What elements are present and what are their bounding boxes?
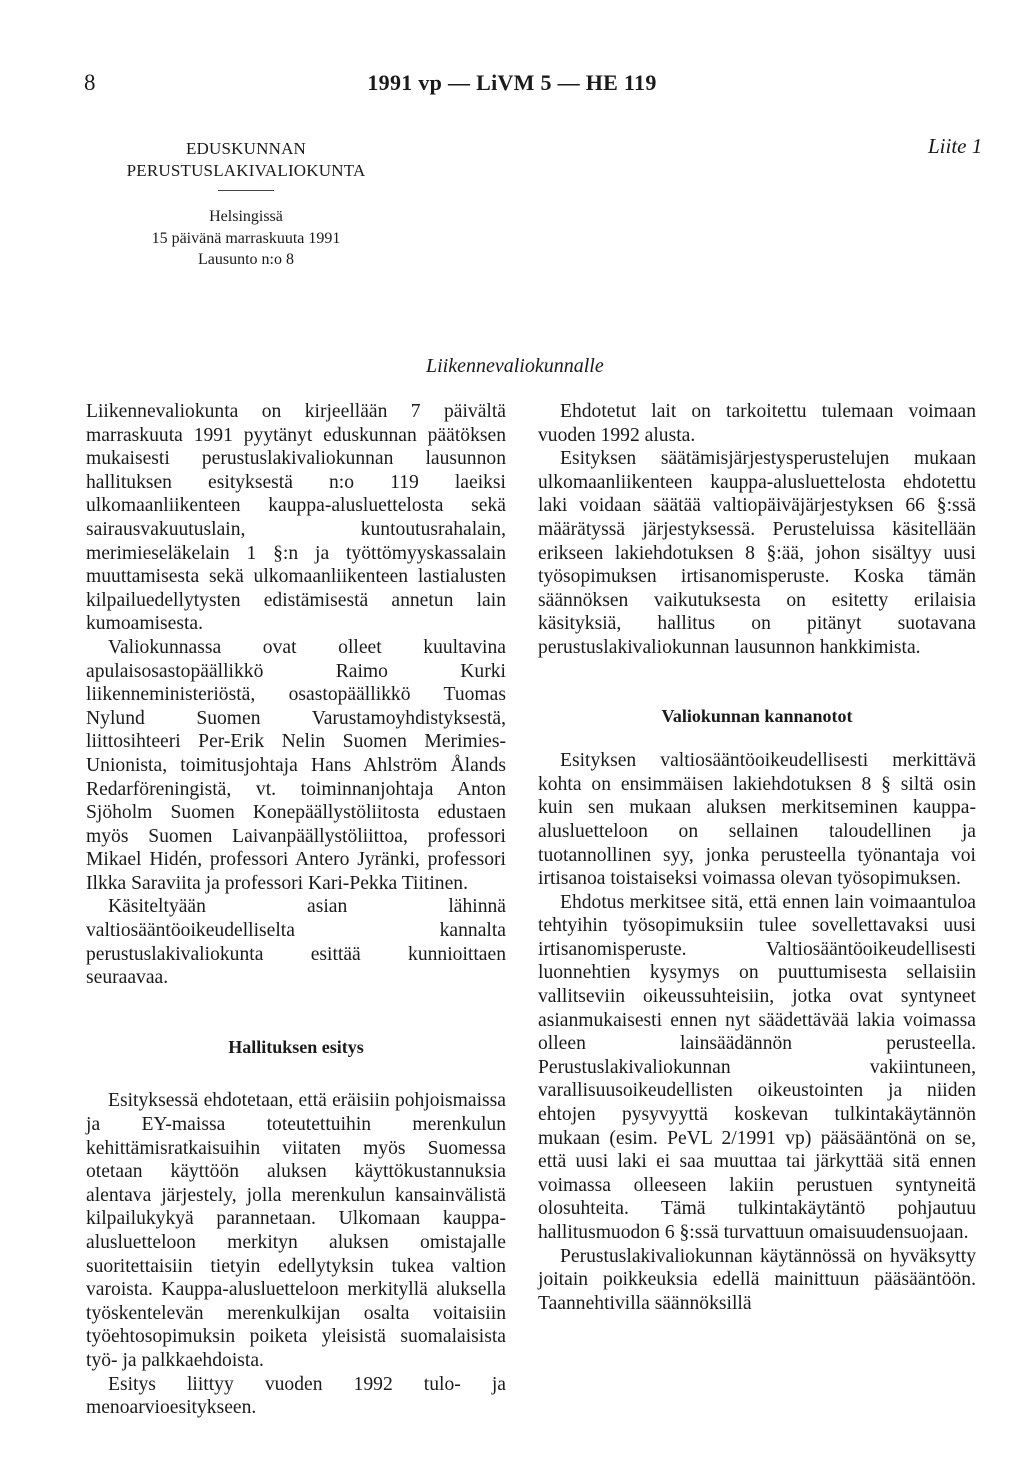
place: Helsingissä xyxy=(209,208,283,225)
page-number: 8 xyxy=(84,70,96,95)
paragraph: Valiokunnassa ovat olleet kuultavina apulaisosastopäällikkö Raimo Kurki liikenneministeriöstä, osastopäällikkö Tuomas Nylund Suomen Varustamoyhdistyksestä, liittosihteeri Per-Erik Nelin Suomen Merimies-Unionista, toimitusjohtaja Hans Ahlström Ålands Redarföreningistä, vt. toiminnanjohtaja Anton Sjöholm Suomen Konepäällystöliitosta edustaen myös Suomen Laivanpäällystöliittoa, professori Mikael Hidén, professori Antero Jyränki, professori Ilkka Saraviita ja professori Kari-Pekka Tiitinen. xyxy=(86,636,506,894)
statement-number: Lausunto n:o 8 xyxy=(198,251,294,268)
committee-name xyxy=(96,138,396,182)
right-column xyxy=(538,400,976,1315)
committee-line-1: EDUSKUNNAN xyxy=(185,139,307,158)
paragraph: Esitys liittyy vuoden 1992 tulo- ja menoarvioesitykseen. xyxy=(86,1373,506,1419)
paragraph: Esityksen valtiosääntöoikeudellisesti merkittävä kohta on ensimmäisen lakiehdotuksen 8 § siltä osin kuin sen mukaan aluksen merkitseminen kauppa-alusluetteloon on sellainen taloudellinen ja tuotannollinen syy, jonka perusteella työnantaja voi irtisanoa toistaiseksi voimassa olevan työsopimuksen. xyxy=(538,750,976,890)
section-heading-committee-position: Valiokunnan kannanotot xyxy=(661,705,853,726)
committee-line-2: PERUSTUSLAKIVALIOKUNTA xyxy=(126,161,366,180)
date: 15 päivänä marraskuuta 1991 xyxy=(151,229,341,247)
paragraph: Esityksessä ehdotetaan, että eräisiin pohjoismaissa ja EY-maissa toteutettuihin merenkulun kehittämisratkaisuihin viitaten myös Suomessa otetaan käyttöön aluksen käyttökustannuksia alentava järjestely, jolla merenkulun kansainvälistä kilpailukykyä parannetaan. Ulkomaan kauppa-alusluetteloon merkityn aluksen omistajalle suoritettaisiin tietyin edellytyksin tukea valtion varoista. Kauppa-alusluetteloon merkityllä aluksella työskentelevän merenkulkijan osalta voitaisiin työehtosopimuksin poiketa yleisistä suomalaisista työ- ja palkkaehdoista. xyxy=(86,1090,506,1371)
paragraph: Ehdotetut lait on tarkoitettu tulemaan voimaan vuoden 1992 alusta. xyxy=(538,401,976,446)
paragraph: Käsiteltyään asian lähinnä valtiosääntöoikeudelliselta kannalta perustuslakivaliokunta esittää kunnioittaen seuraavaa. xyxy=(86,896,506,989)
left-column xyxy=(86,400,506,1420)
appendix-label: Liite 1 xyxy=(928,134,983,158)
addressee: Liikennevaliokunnalle xyxy=(426,355,604,377)
paragraph: Perustuslakivaliokunnan käytännössä on hyväksytty joitain poikkeuksia edellä mainittuun pääsääntöön. Taannehtivilla säännöksillä xyxy=(538,1245,976,1314)
paragraph: Ehdotus merkitsee sitä, että ennen lain voimaantuloa tehtyihin työsopimuksiin tulee sovellettavaksi uusi irtisanomisperuste. Valtiosääntöoikeudellisesti luonnehtien kysymys on puuttumisesta sellaisiin vallitseviin oikeussuhteisiin, jotka ovat syntyneet asianmukaisesti ennen nyt säädettävää lakia voimassa olleen lainsäädännön perusteella. Perustuslakivaliokunnan vakiintuneen, varallisuusoikeudellisten oikeustointen ja niiden ehtojen pysyvyyttä koskevan tulkintakäytännön mukaan (esim. PeVL 2/1991 vp) pääsääntönä on se, että uusi laki ei saa muuttaa tai järkyttää sitä ennen voimassa olleeseen lakiin perustuen syntyneitä olosuhteita. Tämä tulkintakäytäntö pohjautuu hallitusmuodon 6 §:ssä turvattuun omaisuudensuojaan. xyxy=(538,891,976,1243)
paragraph: Esityksen säätämisjärjestysperustelujen mukaan ulkomaanliikenteen kauppa-alusluettelosta ehdotettu laki voidaan säätää valtiopäiväjärjestyksen 66 §:ssä määrätyssä järjestyksessä. Perusteluissa käsitellään erikseen lakiehdotuksen 8 §:ää, johon sisältyy uusi työsopimuksen irtisanomisperuste. Koska tämän säännöksen vaikutuksesta on esitetty erilaisia käsityksiä, hallitus on pitänyt suotavana perustuslakivaliokunnan lausunnon hankkimista. xyxy=(538,448,976,658)
place-date-block xyxy=(96,206,396,271)
paragraph: Liikennevaliokunta on kirjeellään 7 päivältä marraskuuta 1991 pyytänyt eduskunnan päätöksen mukaisesti perustuslakivaliokunnan lausunnon hallituksen esityksestä n:o 119 laeiksi ulkomaanliikenteen kauppa-alusluettelosta sekä sairausvakuutuslain, kuntoutusrahalain, merimieseläkelain 1 §:n ja työttömyyskassalain muuttamisesta sekä ulkomaanliikenteen lastialusten kilpailuedellytysten edistämisestä annetun lain kumoamisesta. xyxy=(86,401,506,635)
running-head: 1991 vp — LiVM 5 — HE 119 xyxy=(367,70,657,95)
divider xyxy=(218,190,274,191)
section-heading-government-proposal: Hallituksen esitys xyxy=(228,1036,364,1057)
